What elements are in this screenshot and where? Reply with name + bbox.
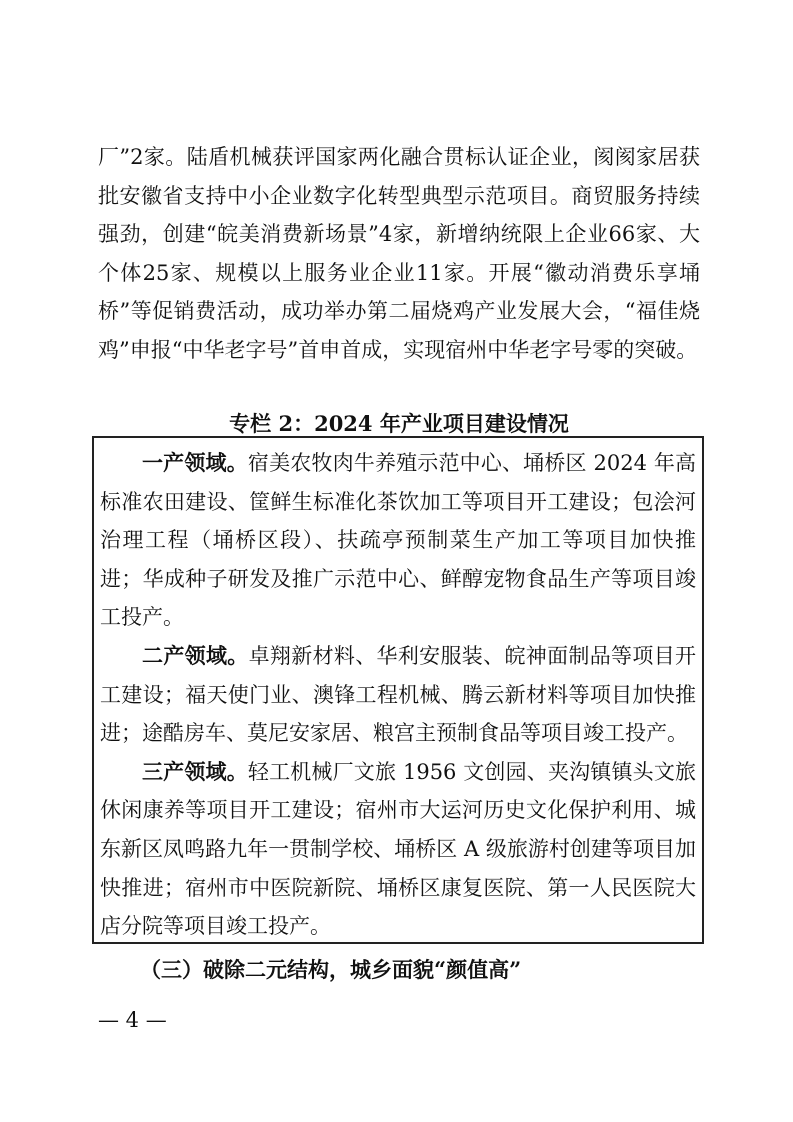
intro-paragraph: 厂”2家。陆盾机械获评国家两化融合贯标认证企业，阂阂家居获批安徽省支持中小企业数字化转型典型示范项目。商贸服务持续强劲，创建“皖美消费新场景”4家，新增纳统限上企业66家、大个体25家、规模以上服务业企业11家。开展“徽动消费乐享埇桥”等促销费活动，成功举办第二届烧鸡产业发展大会，“福佳烧鸡”申报“中华老字号”首申首成，实现宿州中华老字号零的突破。: [98, 145, 700, 362]
box-item-primary: [100, 444, 696, 637]
box-item-secondary: [100, 637, 696, 753]
info-box: [92, 436, 704, 944]
box-item-lead: 一产领域。: [142, 450, 248, 475]
box-item-tertiary: [100, 753, 696, 946]
box-item-text: 宿美农牧肉牛养殖示范中心、埇桥区 2024 年高标准农田建设、筐鲜生标准化茶饮加工等项目开工建设；包浍河治理工程（埇桥区段）、扶疏亭预制菜生产加工等项目加快推进；华成种子研发及推广示范中心、鲜醇宠物食品生产等项目竣工投产。: [100, 451, 697, 630]
section-heading: （三）破除二元结构，城乡面貌“颜值高”: [140, 957, 522, 982]
page-number: — 4 —: [98, 1008, 167, 1032]
box-item-lead: 二产领域。: [142, 642, 249, 668]
box-item-lead: 三产领域。: [142, 758, 248, 784]
box-item-text: 卓翔新材料、华利安服装、皖神面制品等项目开工建设；福天使门业、澳锋工程机械、腾云新材料等项目加快推进；途酷房车、莫尼安家居、粮宫主预制食品等项目竣工投产。: [100, 643, 697, 746]
box-item-text: 轻工机械厂文旅 1956 文创园、夹沟镇镇头文旅休闲康养等项目开工建设；宿州市大运河历史文化保护利用、城东新区凤鸣路九年一贯制学校、埇桥区 A 级旅游村创建等项目加快推进；宿州市中医院新院、埇桥区康复医院、第一人民医院大店分院等项目竣工投产。: [100, 759, 697, 939]
box-title: 专栏 2：2024 年产业项目建设情况: [229, 411, 569, 436]
